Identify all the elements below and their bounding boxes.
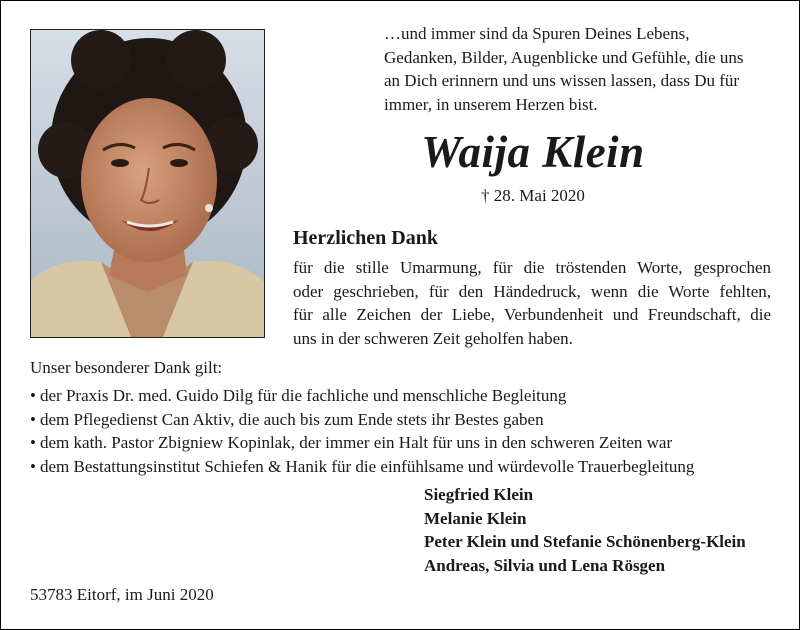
bullet-icon: •	[30, 409, 36, 429]
signer-name: Andreas, Silvia und Lena Rösgen	[424, 555, 666, 575]
thanks-line: oder geschrieben, für den Händedruck, wenn die Worte fehlten,	[293, 281, 771, 301]
signer-name: Melanie Klein	[424, 508, 527, 528]
bullet-icon: •	[30, 433, 36, 452]
quote-line: Gedanken, Bilder, Augenblicke und Gefühle, die uns	[384, 47, 744, 67]
list-item-text: dem Pflegedienst Can Aktiv, die auch bis zum Ende stets ihr Bestes gaben	[40, 409, 544, 429]
signer-name: Peter Klein und Stefanie Schönenberg-Klein	[424, 532, 746, 551]
quote-line: immer, in unserem Herzen bist.	[384, 94, 598, 114]
list-item	[30, 455, 790, 479]
portrait-illustration	[31, 30, 264, 337]
thanks-line: für die stille Umarmung, für die tröstenden Worte, gesprochen	[293, 258, 771, 277]
memorial-quote	[384, 22, 784, 116]
signers-block	[424, 483, 746, 577]
signer-name: Siegfried Klein	[424, 485, 534, 504]
list-item	[30, 431, 790, 455]
special-thanks-intro: Unser besonderer Dank gilt:	[30, 358, 223, 377]
quote-line: …und immer sind da Spuren Deines Lebens,	[384, 24, 690, 43]
list-item-text: dem Bestattungsinstitut Schiefen & Hanik für die einfühlsame und würdevolle Trauerbegleitung	[40, 456, 695, 476]
thanks-paragraph	[293, 256, 771, 350]
place-and-date: 53783 Eitorf, im Juni 2020	[30, 585, 214, 604]
death-date: † 28. Mai 2020	[481, 186, 585, 205]
thanks-heading: Herzlichen Dank	[293, 227, 438, 249]
bullet-icon: •	[30, 386, 36, 405]
list-item	[30, 408, 790, 432]
bullet-icon: •	[30, 456, 36, 476]
portrait-photo	[30, 29, 265, 338]
thanks-line: für alle Zeichen der Liebe, Verbundenheit und Freundschaft, die	[293, 305, 771, 324]
thanks-line: uns in der schweren Zeit geholfen haben.	[293, 328, 573, 348]
quote-line: an Dich erinnern und uns wissen lassen, dass Du für	[384, 71, 740, 90]
special-thanks-list	[30, 384, 790, 478]
list-item	[30, 384, 790, 408]
deceased-name: Waija Klein	[421, 127, 645, 177]
list-item-text: dem kath. Pastor Zbigniew Kopinlak, der immer ein Halt für uns in den schweren Zeiten war	[40, 433, 673, 452]
list-item-text: der Praxis Dr. med. Guido Dilg für die fachliche und menschliche Begleitung	[40, 386, 567, 405]
